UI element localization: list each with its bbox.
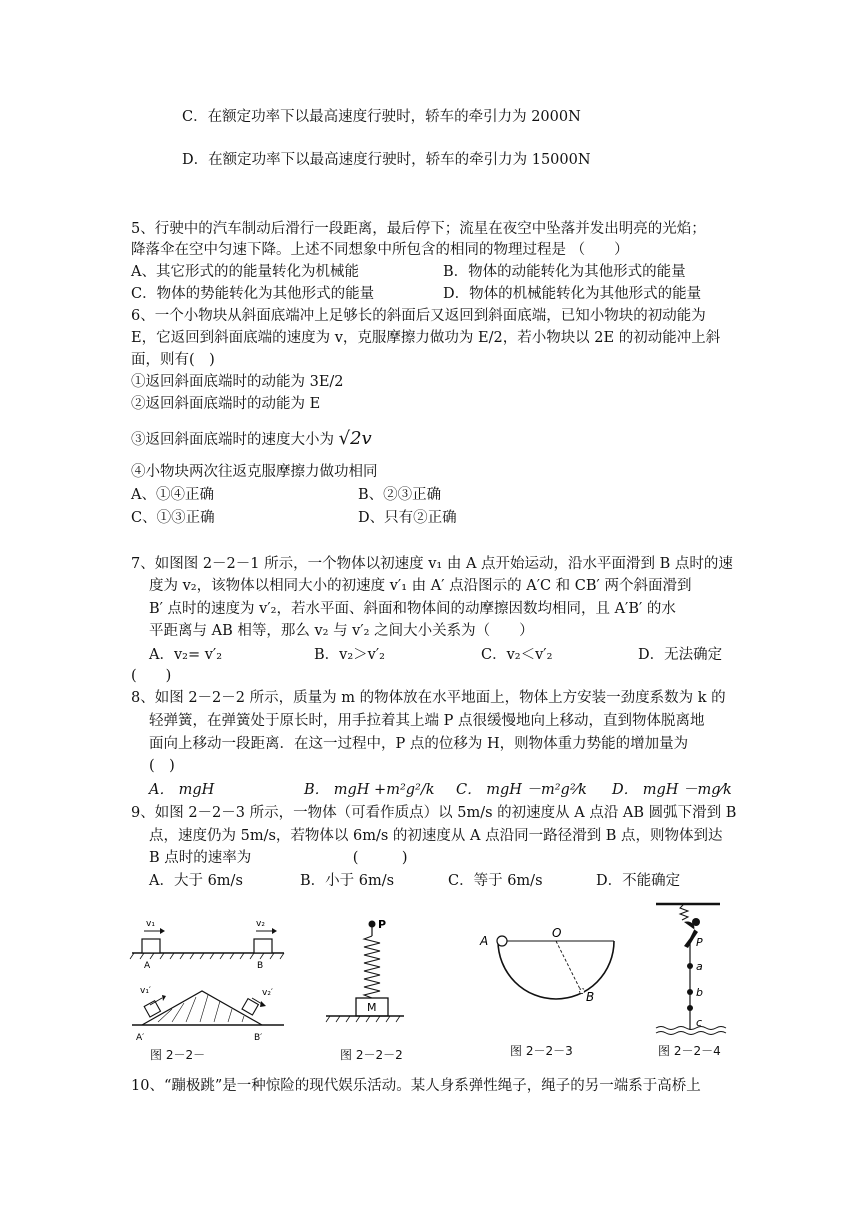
- label-a: A: [480, 934, 489, 948]
- figure-2-2-2-caption: 图 2－2－2: [340, 1048, 403, 1062]
- q6-stem-line1: 6、一个小物块从斜面底端冲上足够长的斜面后又返回到斜面底端，已知小物块的初动能为: [131, 308, 706, 324]
- label-p: P: [696, 936, 703, 949]
- q9-stem-line1: 9、如图 2－2－3 所示，一物体（可看作质点）以 5m/s 的初速度从 A 点沿 AB 圆弧下滑到 B: [131, 805, 737, 821]
- q8-option-b: B． mgH +m²g²/k: [304, 782, 435, 798]
- label-v2: v₂: [256, 919, 265, 929]
- radius-ob: [556, 941, 580, 989]
- object-at-a: [497, 936, 507, 946]
- water-surface: [656, 1027, 726, 1035]
- q4-option-d: D．在额定功率下以最高速度行驶时，轿车的牵引力为 15000N: [182, 152, 591, 168]
- q5-stem-line2: 降落伞在空中匀速下降。上述不同想象中所包含的相同的物理过程是 （ ）: [131, 242, 629, 258]
- figure-2-2-1: [128, 905, 288, 1065]
- figure-2-2-4: [650, 898, 740, 1038]
- q8-stem-line3: 面向上移动一段距离．在这一过程中，P 点的位移为 H，则物体重力势能的增加量为: [149, 736, 689, 752]
- semicircle-track: [498, 941, 614, 999]
- q6-option-a: A、①④正确: [131, 487, 214, 503]
- q6-option-b: B、②③正确: [358, 487, 442, 503]
- block-b-prime: [242, 999, 258, 1015]
- q7-stem-line1: 7、如图图 2－2－1 所示，一个物体以初速度 v₁ 由 A 点开始运动，沿水平面滑到 B 点时的速: [131, 556, 733, 572]
- label-a: A: [144, 961, 151, 971]
- label-v1-prime: v₁′: [140, 986, 151, 996]
- q5-option-c: C．物体的势能转化为其他形式的能量: [131, 286, 375, 302]
- q7-stem-line3: B′ 点时的速度为 v′₂，若水平面、斜面和物体间的动摩擦因数均相同，且 A′B′ 的水: [149, 601, 676, 617]
- bungee-top: [680, 904, 688, 920]
- label-p: P: [378, 918, 387, 931]
- label-o: O: [552, 926, 562, 940]
- q9-stem-line3: B 点时的速率为 ( ): [149, 850, 408, 866]
- q8-option-d: D． mgH －mg⁄k: [612, 782, 732, 798]
- label-b: B: [586, 990, 595, 1004]
- label-m: M: [367, 1001, 377, 1014]
- q9-option-b: B．小于 6m/s: [300, 873, 395, 889]
- q6-statement-1: ①返回斜面底端时的动能为 3E/2: [131, 374, 344, 390]
- label-v2-prime: v₂′: [262, 988, 273, 998]
- q5-option-b: B．物体的动能转化为其他形式的能量: [443, 264, 686, 280]
- q6-statement-3-text: ③返回斜面底端时的速度大小为: [131, 432, 334, 448]
- block-b: [254, 939, 272, 953]
- q6-statement-4: ④小物块两次往返克服摩擦力做功相同: [131, 464, 378, 480]
- label-b: b: [696, 986, 703, 999]
- q4-option-c: C．在额定功率下以最高速度行驶时，轿车的牵引力为 2000N: [182, 109, 581, 125]
- q6-statement-3: [131, 429, 372, 450]
- label-a: a: [696, 960, 703, 973]
- q7-answer-bracket: ( ): [131, 668, 172, 684]
- spring: [364, 936, 380, 998]
- q7-option-d: D．无法确定: [638, 647, 723, 663]
- q6-statement-2: ②返回斜面底端时的动能为 E: [131, 396, 321, 412]
- q8-stem-line1: 8、如图 2－2－2 所示，质量为 m 的物体放在水平地面上，物体上方安装一劲度系数为 k 的: [131, 690, 726, 706]
- q9-option-c: C．等于 6m/s: [448, 873, 543, 889]
- q9-option-a: A．大于 6m/s: [149, 873, 243, 889]
- q5-option-a: A、其它形式的的能量转化为机械能: [131, 264, 359, 280]
- q7-option-c: C．v₂＜v′₂: [481, 647, 553, 663]
- q8-stem-line2: 轻弹簧，在弹簧处于原长时，用手拉着其上端 P 点很缓慢地向上移动，直到物体脱离地: [149, 713, 705, 729]
- q8-option-a: A． mgH: [149, 782, 215, 798]
- q6-option-d: D、只有②正确: [358, 510, 457, 526]
- q10-stem-line1: 10、“蹦极跳”是一种惊险的现代娱乐活动。某人身系弹性绳子，绳子的另一端系于高桥上: [131, 1078, 701, 1094]
- figure-2-2-2: [320, 910, 410, 1040]
- q6-option-c: C、①③正确: [131, 510, 215, 526]
- ground-hatching: [130, 953, 284, 959]
- q8-stem-line4: ( ): [149, 758, 175, 774]
- q7-option-a: A．v₂= v′₂: [149, 647, 223, 663]
- q6-statement-3-expression: √2v: [338, 428, 372, 449]
- q7-stem-line2: 度为 v₂，该物体以相同大小的初速度 v′₁ 由 A′ 点沿图示的 A′C 和 CB′ 两个斜面滑到: [149, 578, 692, 594]
- q6-stem-line2: E，它返回到斜面底端的速度为 v，克服摩擦力做功为 E/2，若小物块以 2E 的初动能冲上斜: [131, 330, 721, 346]
- figure-2-2-3-caption: 图 2－2－3: [510, 1044, 573, 1058]
- q9-stem-line2: 点，速度仍为 5m/s，若物体以 6m/s 的初速度从 A 点沿同一路径滑到 B 点，则物体到达: [149, 828, 723, 844]
- q7-stem-line4: 平距离与 AB 相等，那么 v₂ 与 v′₂ 之间大小关系为（ ）: [149, 623, 534, 639]
- figure-2-2-1-caption: 图 2－2－: [150, 1048, 206, 1062]
- label-c: c: [696, 1016, 703, 1029]
- q7-option-b: B．v₂＞v′₂: [314, 647, 385, 663]
- label-b-prime: B′: [254, 1033, 263, 1043]
- point-p: [369, 921, 376, 928]
- figure-2-2-4-caption: 图 2－2－4: [658, 1044, 721, 1058]
- label-v1: v₁: [146, 919, 155, 929]
- label-a-prime: A′: [136, 1033, 145, 1043]
- q8-option-c: C． mgH －m²g²⁄k: [456, 782, 587, 798]
- block-a: [142, 939, 160, 953]
- q6-stem-line3: 面，则有( ): [131, 352, 215, 368]
- q9-option-d: D．不能确定: [596, 873, 681, 889]
- q5-option-d: D．物体的机械能转化为其他形式的能量: [443, 286, 702, 302]
- label-b: B: [257, 961, 264, 971]
- figure-2-2-3: [472, 925, 632, 1035]
- q5-stem-line1: 5、行驶中的汽车制动后滑行一段距离，最后停下；流星在夜空中坠落并发出明亮的光焰；: [131, 221, 706, 237]
